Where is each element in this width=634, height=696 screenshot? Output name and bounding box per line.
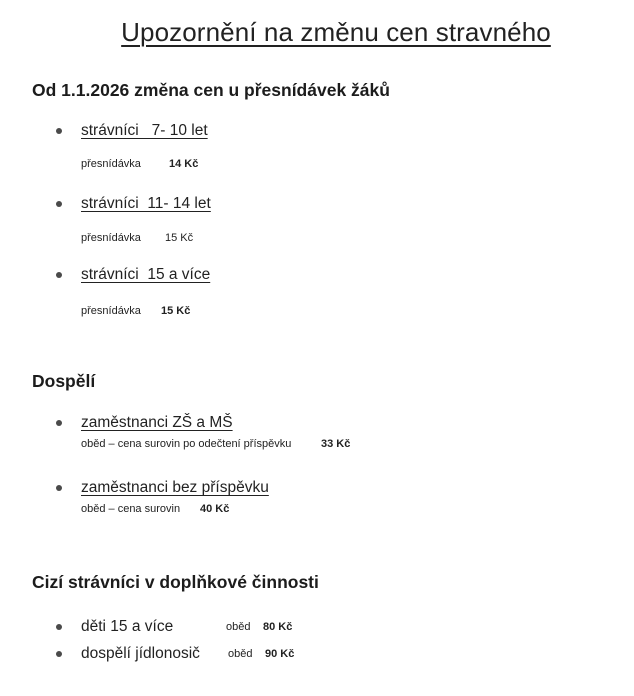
bullet-icon: [56, 420, 62, 426]
item-label: zaměstnanci bez příspěvku: [81, 479, 269, 496]
page-title: Upozornění na změnu cen stravného: [121, 17, 551, 47]
item-label: zaměstnanci ZŠ a MŠ: [81, 414, 233, 431]
item-price: 33 Kč: [321, 438, 351, 450]
item-label: strávníci 11- 14 let: [81, 195, 211, 212]
item-price: 15 Kč: [161, 305, 191, 317]
bullet-icon: [56, 651, 62, 657]
bullet-icon: [56, 624, 62, 630]
item-detail-label: oběd – cena surovin: [81, 503, 181, 515]
item-label: strávníci 7- 10 let: [81, 122, 208, 139]
item-detail-label: oběd: [226, 621, 251, 633]
item-detail-label: oběd – cena surovin po odečtení příspěvku: [81, 438, 292, 450]
item-price: 15 Kč: [165, 232, 194, 244]
students-heading: Od 1.1.2026 změna cen u přesnídávek žáků: [32, 80, 390, 100]
bullet-icon: [56, 128, 62, 134]
external-heading: Cizí strávníci v doplňkové činnosti: [32, 572, 319, 592]
item-price: 80 Kč: [263, 621, 293, 633]
item-price: 14 Kč: [169, 158, 199, 170]
item-price: 40 Kč: [200, 503, 230, 515]
item-detail-label: přesnídávka: [81, 232, 141, 244]
item-label: dospělí jídlonosič: [81, 645, 200, 662]
bullet-icon: [56, 485, 62, 491]
item-price: 90 Kč: [265, 648, 295, 660]
adults-heading: Dospělí: [32, 371, 96, 391]
item-detail-label: přesnídávka: [81, 305, 141, 317]
bullet-icon: [56, 272, 62, 278]
item-label: strávníci 15 a více: [81, 266, 211, 283]
item-detail-label: přesnídávka: [81, 158, 141, 170]
item-detail-label: oběd: [228, 648, 253, 660]
item-label: děti 15 a více: [81, 618, 174, 635]
bullet-icon: [56, 201, 62, 207]
